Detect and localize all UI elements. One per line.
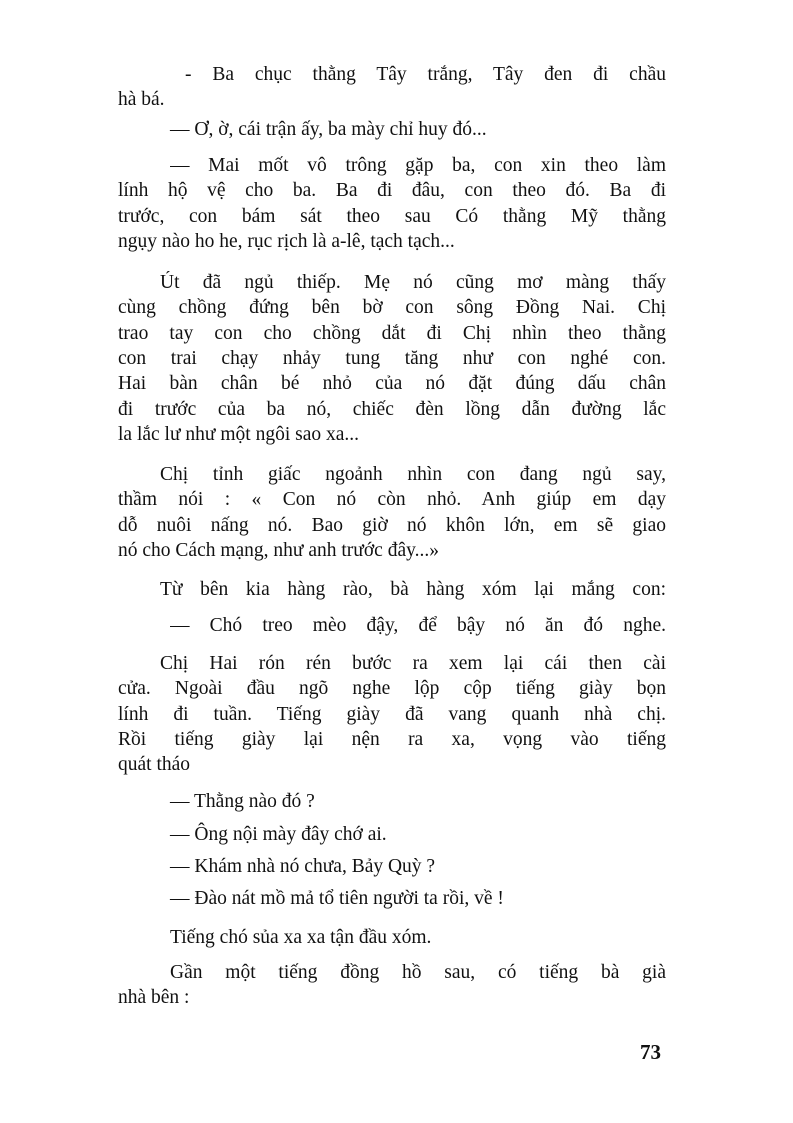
text-line: — Ông nội mày đây chớ ai. bbox=[170, 824, 387, 845]
text-line: lính hộ vệ cho ba. Ba đi đâu, con theo đó. Ba đi bbox=[118, 180, 666, 202]
text-line: cùng chồng đứng bên bờ con sông Đồng Nai. Chị bbox=[118, 297, 666, 319]
text-line: hà bá. bbox=[118, 89, 165, 111]
text-line: — Thằng nào đó ? bbox=[170, 791, 315, 812]
text-line: lính đi tuần. Tiếng giày đã vang quanh nhà chị. bbox=[118, 703, 666, 725]
text-line: Rồi tiếng giày lại nện ra xa, vọng vào tiếng bbox=[118, 728, 666, 750]
text-line: Hai bàn chân bé nhỏ của nó đặt đúng dấu chân bbox=[118, 373, 666, 395]
text-line: — Đào nát mồ mả tổ tiên người ta rồi, về ! bbox=[170, 888, 504, 909]
text-line: — Khám nhà nó chưa, Bảy Quỳ ? bbox=[170, 856, 436, 877]
text-line: — Mai mốt vô trông gặp ba, con xin theo làm bbox=[170, 155, 666, 176]
text-line: quát tháo bbox=[118, 754, 191, 776]
text-line: Chị tỉnh giấc ngoảnh nhìn con đang ngủ say, bbox=[160, 464, 666, 485]
text-line: Tiếng chó sủa xa xa tận đầu xóm. bbox=[170, 927, 432, 948]
text-line: dỗ nuôi nấng nó. Bao giờ nó khôn lớn, em sẽ giao bbox=[118, 514, 666, 536]
text-line: nó cho Cách mạng, như anh trước đây...» bbox=[118, 539, 439, 561]
text-line: la lắc lư như một ngôi sao xa... bbox=[118, 423, 360, 445]
text-line: thầm nói : « Con nó còn nhỏ. Anh giúp em dạy bbox=[118, 489, 666, 511]
text-line: Chị Hai rón rén bước ra xem lại cái then cài bbox=[160, 653, 666, 674]
text-line: đi trước của ba nó, chiếc đèn lồng dẫn đường lắc bbox=[118, 398, 666, 420]
text-line: - Ba chục thằng Tây trắng, Tây đen đi chầu bbox=[185, 64, 666, 85]
text-line: Từ bên kia hàng rào, bà hàng xóm lại mắng con: bbox=[160, 579, 666, 600]
text-line: ngụy nào ho he, rục rịch là a-lê, tạch tạch... bbox=[118, 230, 455, 252]
text-line: con trai chạy nhảy tung tăng như con nghé con. bbox=[118, 347, 666, 369]
text-line: trao tay con cho chồng dắt đi Chị nhìn theo thằng bbox=[118, 322, 666, 344]
text-line: nhà bên : bbox=[118, 987, 190, 1009]
page-number: 73 bbox=[640, 1040, 661, 1064]
text-line: Gần một tiếng đồng hồ sau, có tiếng bà già bbox=[170, 962, 666, 983]
text-line: — Ơ, ờ, cái trận ấy, ba mày chỉ huy đó... bbox=[170, 119, 487, 140]
text-line: trước, con bám sát theo sau Có thằng Mỹ thằng bbox=[118, 205, 666, 227]
text-line: Út đã ngủ thiếp. Mẹ nó cũng mơ màng thấy bbox=[160, 272, 666, 293]
text-line: cửa. Ngoài đầu ngõ nghe lộp cộp tiếng giày bọn bbox=[118, 678, 666, 700]
text-line: — Chó treo mèo đậy, để bậy nó ăn đó nghe. bbox=[170, 615, 666, 636]
